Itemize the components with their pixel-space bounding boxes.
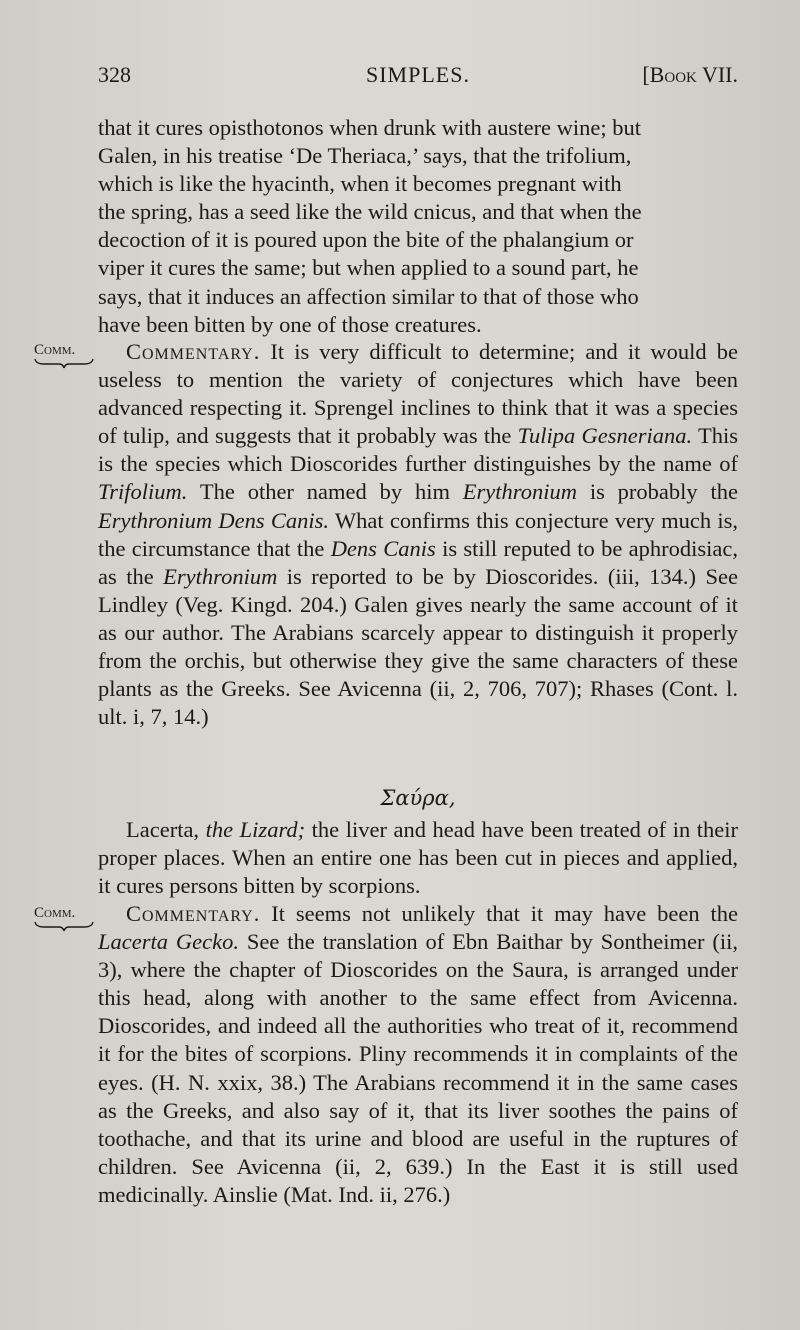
margin-note-label: Comm. xyxy=(34,905,76,921)
text-line: which is like the hyacinth, when it becomes pregnant with xyxy=(98,171,622,197)
text-run: See the translation of Ebn Baithar by Sontheimer (ii, 3), where the chapter of Dioscorides on the Saura, is arranged under this head, along with another to the same effect from Avicenna. Dioscorides, and indeed all the authorities who treat of it, recommend it for the bites of scorpions. Pliny recommends it in complaints of the eyes. (H. N. xxix, 38.) The Arabians recommend it in the same cases as the Greeks, and also say of it, that its liver soothes the pains of toothache, and that its urine and blood are useful in the ruptures of children. See Avicenna (ii, 2, 639.) In the East it is still used medicinally. Ainslie (Mat. Ind. ii, 276.) xyxy=(98,929,738,1207)
text-run: is still reputed to be aphrodisiac, as the xyxy=(98,535,738,589)
book-indicator: [Book VII. xyxy=(642,62,738,87)
text-run: The other named by him xyxy=(187,479,463,505)
text-line: decoction of it is poured upon the bite of the phalangium or xyxy=(98,227,634,253)
species-name: Dens Canis xyxy=(330,535,436,561)
text-line: says, that it induces an affection similar to that of those who xyxy=(98,283,639,309)
entry-gloss: the Lizard; xyxy=(205,817,306,842)
text-run: This is the species which Dioscorides further distinguishes by the name of xyxy=(98,423,738,477)
text-run: It seems not unlikely that it may have been the xyxy=(260,901,738,926)
text-line: Galen, in his treatise ‘De Theriaca,’ says, that the trifolium, xyxy=(98,143,632,169)
text-line: viper it cures the same; but when applied to a sound part, he xyxy=(98,255,639,281)
margin-note-comm xyxy=(34,342,94,369)
species-name: Trifolium. xyxy=(98,479,188,505)
commentary-label: Commentary. xyxy=(126,901,261,926)
greek-heading: Σαύρα, xyxy=(380,786,456,810)
species-name: Erythronium xyxy=(163,563,278,589)
species-name: Erythronium xyxy=(462,479,577,505)
text-line: have been bitten by one of those creatures. xyxy=(98,311,482,337)
text-run: Lacerta, xyxy=(126,817,206,842)
text-run: is probably the xyxy=(576,479,738,505)
commentary-label: Commentary. xyxy=(126,339,261,364)
species-name: Lacerta Gecko. xyxy=(98,929,239,955)
species-name: Tulipa Gesneriana. xyxy=(517,423,693,449)
text-run: What confirms this conjecture very much is, the circumstance that the xyxy=(98,507,738,561)
margin-note-label: Comm. xyxy=(34,342,76,358)
text-run: the liver and head have been treated of in their proper places. When an entire one has been cut in pieces and applied, it cures persons bitten by scorpions. xyxy=(98,817,738,899)
brace-icon xyxy=(34,920,94,932)
species-name: Erythronium Dens Canis. xyxy=(98,507,330,533)
commentary-paragraph-1 xyxy=(98,338,738,731)
entry-paragraph xyxy=(98,816,738,900)
text-line: that it cures opisthotonos when drunk with austere wine; but xyxy=(98,115,642,140)
page-number: 328 xyxy=(98,62,131,87)
running-header xyxy=(98,62,738,92)
running-title: SIMPLES. xyxy=(366,62,470,87)
continuation-paragraph xyxy=(98,114,738,339)
text-run: It is very difficult to determine; and it would be useless to mention the variety of conjectures which have been advanced respecting it. Sprengel inclines to think that it was a species of tulip, and suggests that it probably was the xyxy=(98,339,738,449)
brace-icon xyxy=(34,357,94,369)
text-line: the spring, has a seed like the wild cnicus, and that when the xyxy=(98,199,642,225)
text-run: is reported to be by Dioscorides. (iii, 134.) See Lindley (Veg. Kingd. 204.) Galen gives nearly the same account of it as our author. The Arabians scarcely appear to distinguish it properly from the orchis, but otherwise they give the same characters of these plants as the Greeks. See Avicenna (ii, 2, 706, 707); Rhases (Cont. l. ult. i, 7, 14.) xyxy=(98,563,738,730)
commentary-paragraph-2 xyxy=(98,900,738,1209)
margin-note-comm xyxy=(34,905,94,932)
